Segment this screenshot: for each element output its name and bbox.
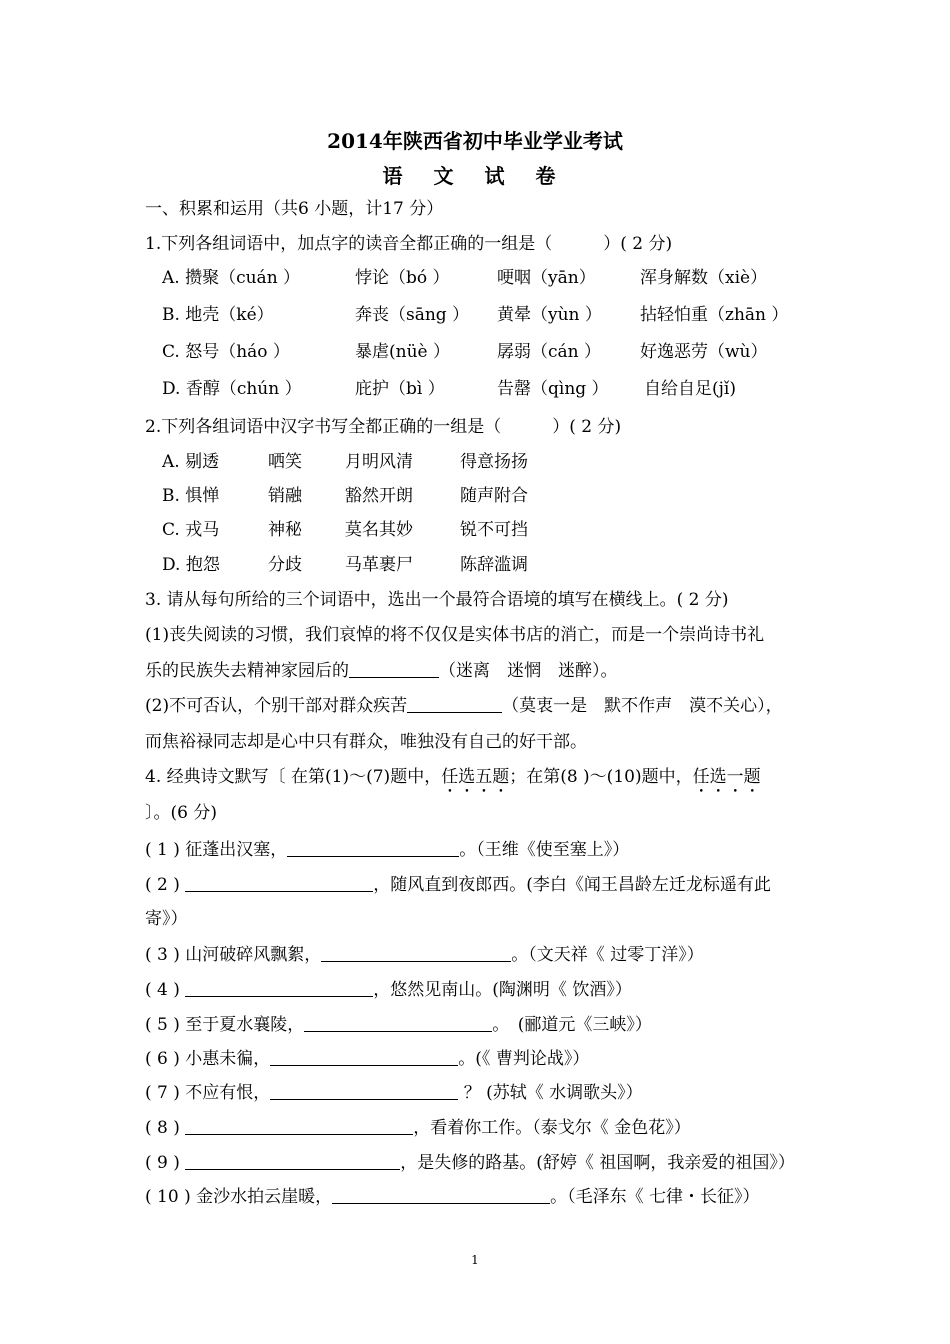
q3-sentence1-text: 乐的民族失去精神家园后的 — [145, 661, 349, 681]
q1-option-a1: A. 攒聚（cuán ） — [162, 268, 301, 288]
exam-title: 2014年陕西省初中毕业学业考试 — [327, 129, 623, 153]
q1-option-b3: 黄晕（yùn ） — [497, 305, 602, 325]
q1-option-c3: 孱弱（cán ） — [497, 342, 602, 362]
q1-option-b1: B. 地壳（ké） — [162, 305, 274, 325]
q4-item-number: ( 7 ) — [145, 1083, 180, 1103]
q3-sentence2-line2: 而焦裕禄同志却是心中只有群众，唯独没有自己的好干部。 — [145, 732, 587, 752]
exam-subtitle: 语 文 试 卷 — [382, 164, 568, 188]
q1-option-a4: 浑身解数（xiè） — [640, 268, 768, 288]
q4-answer-blank[interactable] — [185, 873, 373, 892]
q4-item-source: 。 (郦道元《三峡》） — [492, 1015, 652, 1035]
q4-item-text: 不应有恨， — [185, 1083, 271, 1103]
q4-stem-emphasis1: 任选五题 — [441, 767, 510, 787]
q3-sentence2-text: (2)不可否认，个别干部对群众疾苦 — [145, 696, 408, 716]
q2-option-d1: D. 抱怨 — [162, 555, 220, 575]
q3-stem: 3. 请从每句所给的三个词语中，选出一个最符合语境的填写在横线上。( 2 分) — [145, 590, 729, 610]
q1-option-c2: 暴虐(nüè ） — [355, 342, 450, 362]
q2-option-a4: 得意扬扬 — [460, 452, 528, 472]
q4-item-4 — [145, 978, 632, 1002]
q4-item-text: 山河破碎风飘絮， — [185, 945, 322, 965]
q4-item-number: ( 1 ) — [145, 840, 180, 860]
section-heading: 一、积累和运用（共6 小题，计17 分） — [145, 199, 444, 219]
q4-item-source: 。(《 曹判论战》） — [458, 1049, 590, 1069]
q4-item-number: ( 5 ) — [145, 1015, 180, 1035]
q4-item-2-continued: 寄》） — [145, 909, 188, 929]
q1-option-d3: 告罄（qìng ） — [497, 379, 609, 399]
q2-option-a3: 月明风清 — [345, 452, 413, 472]
q2-stem: 2.下列各组词语中汉字书写全都正确的一组是（ ）( 2 分) — [145, 417, 622, 437]
q2-option-b4: 随声附合 — [460, 486, 528, 506]
q4-stem-part1: 4. 经典诗文默写〔 在第(1)～(7)题中， — [145, 767, 442, 787]
q4-item-3 — [145, 943, 704, 967]
q4-item-source: 。（文天祥《 过零丁洋》） — [511, 945, 704, 965]
q4-item-source: ？ (苏轼《 水调歌头》） — [458, 1083, 643, 1103]
q4-item-number: ( 2 ) — [145, 875, 180, 895]
q4-item-source: ，随风直到夜郎西。(李白《闻王昌龄左迁龙标遥有此 — [373, 875, 771, 895]
q4-stem-line1 — [145, 765, 761, 797]
q1-option-d4: 自给自足(jǐ) — [644, 379, 736, 399]
q3-blank-1[interactable] — [349, 659, 439, 678]
q4-stem-line2: 〕。(6 分) — [145, 803, 217, 823]
q1-option-d2: 庇护（bì ） — [355, 379, 445, 399]
q1-option-b4: 拈轻怕重（zhān ） — [640, 305, 789, 325]
q3-blank-2[interactable] — [407, 694, 502, 713]
q1-stem: 1.下列各组词语中，加点字的读音全都正确的一组是（ ）( 2 分) — [145, 234, 673, 254]
q4-item-2 — [145, 873, 771, 897]
q4-item-8 — [145, 1116, 691, 1140]
q4-item-6 — [145, 1047, 589, 1071]
q4-stem-emphasis2: 任选一题 — [692, 767, 761, 787]
q4-item-text: 征蓬出汉塞， — [185, 840, 288, 860]
q4-answer-blank[interactable] — [185, 1151, 400, 1170]
q2-option-d4: 陈辞滥调 — [460, 555, 528, 575]
q2-option-c1: C. 戎马 — [162, 520, 220, 540]
q2-option-a2: 哂笑 — [268, 452, 302, 472]
q2-option-c4: 锐不可挡 — [460, 520, 528, 540]
q2-option-d3: 马革裹尸 — [345, 555, 413, 575]
q4-answer-blank[interactable] — [185, 1116, 413, 1135]
q3-sentence1-choices: （迷离 迷惘 迷醉）。 — [439, 661, 618, 681]
q2-option-b2: 销融 — [268, 486, 302, 506]
q4-item-9 — [145, 1151, 795, 1175]
q2-option-b1: B. 惧惮 — [162, 486, 220, 506]
q4-answer-blank[interactable] — [270, 1047, 458, 1066]
q4-stem-part2: ；在第(8 )～(10)题中， — [509, 767, 693, 787]
q4-answer-blank[interactable] — [270, 1081, 458, 1100]
q4-answer-blank[interactable] — [185, 978, 373, 997]
q4-item-5 — [145, 1013, 652, 1037]
q1-option-c4: 好逸恶劳（wù） — [640, 342, 768, 362]
q4-item-number: ( 4 ) — [145, 980, 180, 1000]
q4-item-text: 小惠未徧， — [185, 1049, 271, 1069]
q4-item-1 — [145, 838, 629, 862]
page-number: 1 — [471, 1253, 479, 1267]
q1-option-a3: 哽咽（yān） — [497, 268, 596, 288]
q2-option-d2: 分歧 — [268, 555, 302, 575]
q4-item-text: 至于夏水襄陵， — [185, 1015, 305, 1035]
q2-option-c2: 神秘 — [268, 520, 302, 540]
q4-item-number: ( 8 ) — [145, 1118, 180, 1138]
q4-item-source: ，看着你工作。（泰戈尔《 金色花》） — [413, 1118, 691, 1138]
q1-option-a2: 悖论（bó ） — [355, 268, 450, 288]
q4-item-number: ( 9 ) — [145, 1153, 180, 1173]
q2-option-c3: 莫名其妙 — [345, 520, 413, 540]
q4-item-10 — [145, 1185, 760, 1209]
q4-item-text: 金沙水拍云崖暖， — [196, 1187, 333, 1207]
q4-item-source: 。（毛泽东《 七律・长征》） — [550, 1187, 760, 1207]
q4-item-number: ( 3 ) — [145, 945, 180, 965]
q4-item-source: 。（王维《使至塞上》） — [459, 840, 630, 860]
q3-sentence1-line2 — [145, 659, 618, 683]
q1-option-d1: D. 香醇（chún ） — [162, 379, 302, 399]
q1-option-b2: 奔丧（sāng ） — [355, 305, 470, 325]
q4-answer-blank[interactable] — [304, 1013, 492, 1032]
q3-sentence2-choices: （莫衷一是 默不作声 漠不关心）， — [502, 696, 783, 716]
q1-option-c1: C. 怒号（háo ） — [162, 342, 290, 362]
q4-item-number: ( 6 ) — [145, 1049, 180, 1069]
q4-answer-blank[interactable] — [287, 838, 459, 857]
q3-sentence2-line1 — [145, 694, 783, 718]
q4-item-7 — [145, 1081, 643, 1105]
q4-item-number: ( 10 ) — [145, 1187, 191, 1207]
q2-option-a1: A. 剔透 — [162, 452, 220, 472]
q4-item-source: ，悠然见南山。(陶渊明《 饮酒》） — [373, 980, 632, 1000]
q3-sentence1-line1: (1)丧失阅读的习惯，我们哀悼的将不仅仅是实体书店的消亡，而是一个崇尚诗书礼 — [145, 625, 765, 645]
q4-answer-blank[interactable] — [321, 943, 511, 962]
q2-option-b3: 豁然开朗 — [345, 486, 413, 506]
q4-answer-blank[interactable] — [332, 1185, 550, 1204]
q4-item-source: ，是失修的路基。(舒婷《 祖国啊，我亲爱的祖国》） — [400, 1153, 795, 1173]
